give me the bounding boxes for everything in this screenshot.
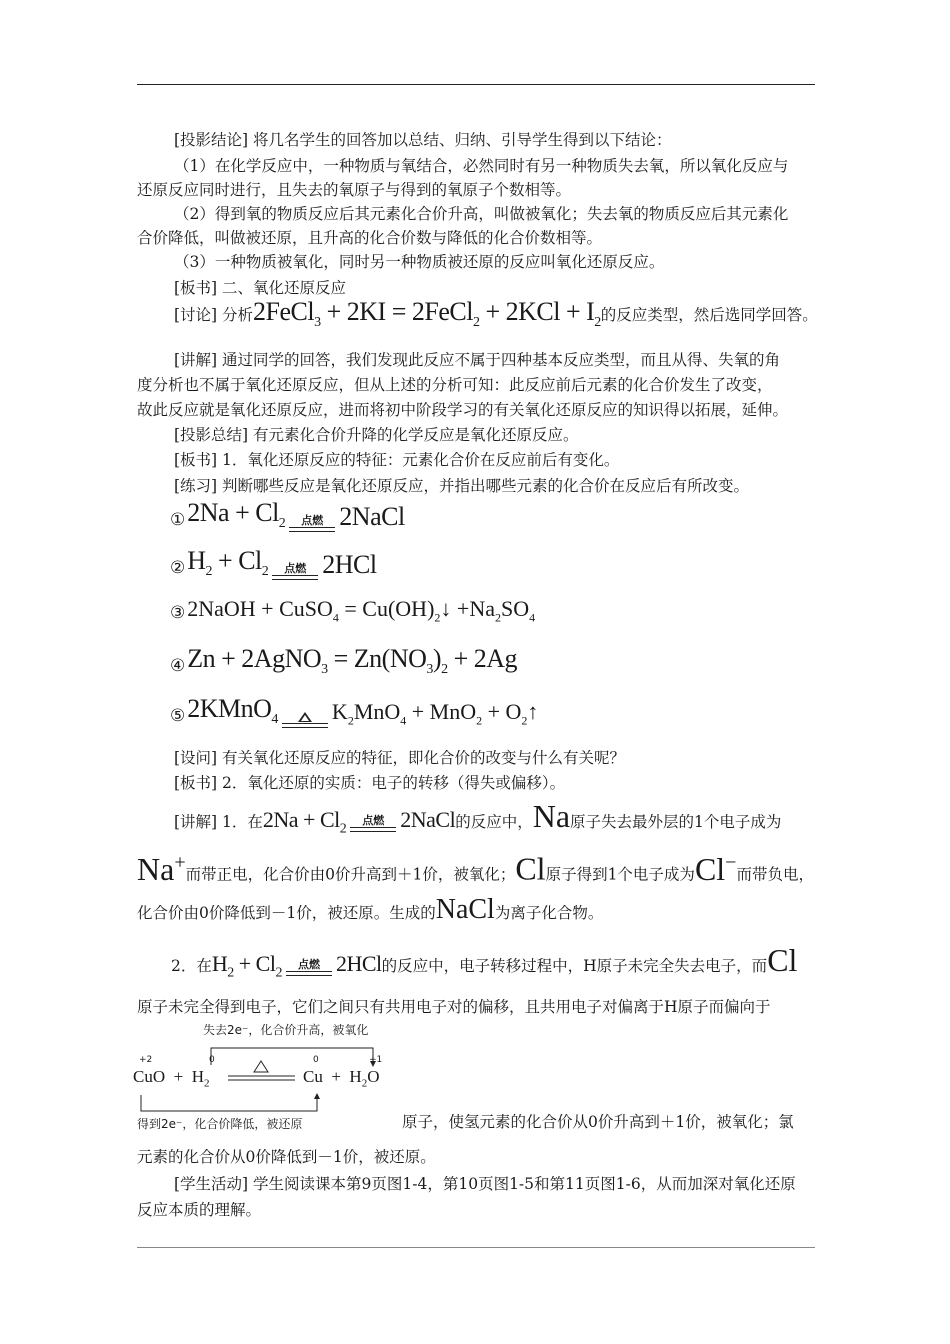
equation-2: ② $H_2 + Cl_2$ 点燃 2HCl <box>170 546 377 580</box>
para-student-activity-cont: 反应本质的理解。 <box>137 1201 262 1219</box>
para-exercise: [练习] 判断哪些反应是氧化还原反应，并指出哪些元素的化合价在反应后有所改变。 <box>174 477 750 495</box>
mark-1: ① <box>170 510 186 531</box>
para-discussion <box>137 298 817 337</box>
mark-4: ④ <box>170 656 186 677</box>
para-explain-2: 度分析也不属于氧化还原反应，但从上述的分析可知：此反应前后元素的化合价发生了改变， <box>137 376 773 394</box>
para-atom-shift: 原子，使氢元素的化合价从0价升高到＋1价，被氧化；氯 <box>402 1113 794 1131</box>
condition-ignite: 点燃 <box>272 563 318 580</box>
header-rule <box>137 84 815 85</box>
equation-5: ⑤ 2KMnO$_4$ $K_2MnO_4 + MnO_2$ + $O_2↑$ <box>170 694 539 728</box>
para-explain-1: [讲解] 通过同学的回答，我们发现此反应不属于四种基本反应类型，而且从得、失氧的角 <box>174 351 781 369</box>
para-point-2: （2）得到氧的物质反应后其元素化合价升高，叫做被氧化；失去氧的物质反应后其元素化 <box>174 205 789 223</box>
explain-nacl-prefix: [讲解] 1．在 <box>174 813 263 831</box>
oxidation-label: 失去2e⁻，化合价升高，被氧化 <box>203 1023 369 1037</box>
equation-1: ① $2Na + Cl_2$ 点燃 2NaCl <box>170 498 405 532</box>
board-essence: [板书] 2．氧化还原的实质：电子的转移（得失或偏移）。 <box>174 774 566 792</box>
para-point-3: （3）一种物质被氧化，同时另一种物质被还原的反应叫氧化还原反应。 <box>174 253 665 271</box>
discussion-suffix: 的反应类型，然后选同学回答。 <box>600 306 818 324</box>
board-heading-2: [板书] 二、氧化还原反应 <box>174 279 347 297</box>
equation-4: ④ Zn + 2AgNO$_3$ = $Zn(NO_3)_2 + 2Ag$ <box>170 644 518 678</box>
ox-state-cu-right: 0 <box>313 1055 319 1065</box>
para-point-1-cont: 还原反应同时进行，且失去的氧原子与得到的氧原子个数相等。 <box>137 181 572 199</box>
para-explain-nacl: [讲解] 1．在$2Na + Cl_2$ 点燃 2NaCl的反应中，Na原子失去最外层的1个电子成为 <box>174 798 782 837</box>
condition-heat <box>282 712 328 728</box>
para-shared-pair: 原子未完全得到电子，它们之间只有共用电子对的偏移，且共用电子对偏离于H原子而偏向于 <box>137 998 771 1016</box>
discussion-prefix: [讨论] 分析 <box>174 306 254 324</box>
redox-electron-diagram <box>133 1015 423 1135</box>
para-question: [设问] 有关氧化还原反应的特征，即化合价的改变与什么有关呢？ <box>174 749 626 767</box>
para-point-1: （1）在化学反应中，一种物质与氧结合，必然同时有另一种物质失去氧，所以氧化反应与 <box>174 157 789 175</box>
footer-rule <box>137 1247 815 1248</box>
para-point-2-cont: 合价降低，叫做被还原，且升高的化合价数与降低的化合价数相等。 <box>137 229 603 247</box>
ox-state-cu-left: +2 <box>139 1055 153 1065</box>
para-explain-ionic: 化合价由0价降低到－1价，被还原。生成的NaCl为离子化合物。 <box>137 894 604 925</box>
condition-ignite: 点燃 <box>289 515 335 532</box>
para-explain-ions: Na+而带正电，化合价由0价升高到＋1价，被氧化；Cl原子得到1个电子成为Cl−而带负电， <box>137 850 814 887</box>
heat-triangle-icon <box>298 712 312 722</box>
mark-5: ⑤ <box>170 706 186 727</box>
species-cuo: CuO + $H_2$ <box>133 1067 210 1090</box>
para-explain-hcl: 2．在$H_2 + Cl_2$ 点燃 2HCl的反应中，电子转移过程中，H原子未完全失去电子，而Cl <box>171 942 798 981</box>
mark-3: ③ <box>170 603 186 624</box>
para-explain-3: 故此反应就是氧化还原反应，进而将初中阶段学习的有关氧化还原反应的知识得以拓展，延伸。 <box>137 401 789 419</box>
mark-2: ② <box>170 558 186 579</box>
equation-3: ③ 2NaOH + CuSO$_4$ = $Cu(OH)_2↓ +Na_2SO_4$ <box>170 596 536 625</box>
para-projection-conclusion: [投影结论] 将几名学生的回答加以总结、归纳、引导学生得到以下结论： <box>174 131 672 149</box>
equation-fecl3-ki: 2FeCl$_3$ + 2KI = 2FeCl$_2$ + $2KCl + I_2$ <box>253 297 601 331</box>
ox-state-h-left: 0 <box>209 1055 215 1065</box>
para-student-activity: [学生活动] 学生阅读课本第9页图1-4，第10页图1-5和第11页图1-6，从而加深对氧化还原 <box>174 1175 796 1193</box>
para-cl-reduced: 元素的化合价从0价降低到－1价，被还原。 <box>137 1148 436 1166</box>
reduction-label: 得到2e⁻，化合价降低，被还原 <box>137 1117 303 1131</box>
para-projection-summary: [投影总结] 有元素化合价升降的化学反应是氧化还原反应。 <box>174 426 579 444</box>
ox-state-h-right: +1 <box>369 1055 383 1065</box>
species-products: $Cu + H_2O$ <box>303 1067 380 1090</box>
board-feature: [板书] 1．氧化还原反应的特征：元素化合价在反应前后有变化。 <box>174 451 620 469</box>
